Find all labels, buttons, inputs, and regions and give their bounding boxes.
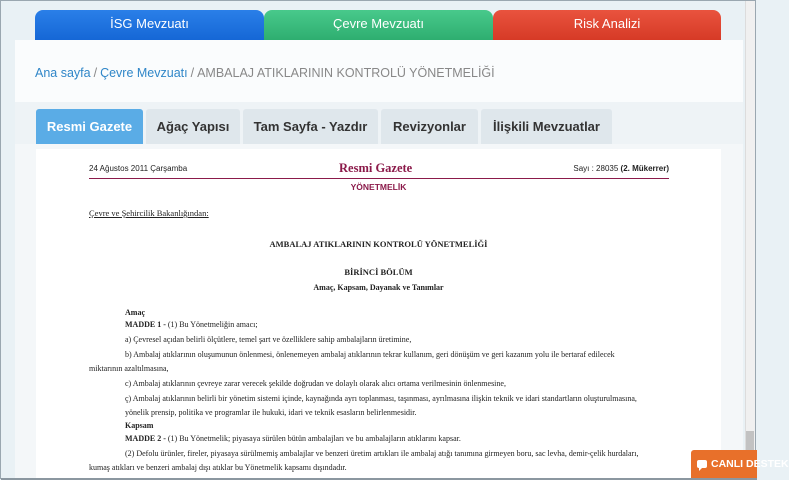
article-1-b: b) Ambalaj atıklarının oluşumunun önlenmesi, önlenemeyen ambalaj atıklarının tekrar kullanım, geri dönüşüm ve geri kazanım yolu ile bertaraf edilecek	[125, 350, 615, 359]
category-isg[interactable]: İSG Mevzuatı	[35, 10, 264, 40]
tab-agac-yapisi[interactable]: Ağaç Yapısı	[146, 109, 240, 144]
heading-amac-text: Amaç	[125, 308, 145, 317]
tab-resmi-gazete[interactable]: Resmi Gazete	[36, 109, 143, 144]
article-1-b-cont: miktarının azaltılmasına,	[89, 364, 169, 373]
article-2	[125, 434, 461, 443]
gazette-title: Resmi Gazete	[339, 161, 413, 175]
article-1-d-cont: yönelik prensip, politika ve programlar ile hukuki, idari ve teknik esasların belirlenmesidir.	[125, 408, 417, 417]
article-1-label: MADDE 1 -	[125, 320, 166, 329]
breadcrumb-section[interactable]: Çevre Mevzuatı	[100, 66, 188, 80]
breadcrumb-separator: /	[190, 66, 195, 80]
header-divider	[89, 178, 669, 179]
article-1-c: c) Ambalaj atıklarının çevreye zarar verecek şekilde doğrudan ve dolaylı olarak alıcı ortama verilmesinin önlenmesine,	[125, 379, 506, 388]
breadcrumb-current: AMBALAJ ATIKLARININ KONTROLÜ YÖNETMELİĞİ	[197, 66, 495, 80]
tab-tam-sayfa-yazdir[interactable]: Tam Sayfa - Yazdır	[243, 109, 378, 144]
heading-kapsam	[125, 421, 153, 430]
article-2-label: MADDE 2 -	[125, 434, 166, 443]
article-1-text: (1) Bu Yönetmeliğin amacı;	[165, 320, 258, 329]
document-date: 24 Ağustos 2011 Çarşamba	[89, 164, 188, 173]
issue-prefix: Sayı : 28035	[573, 164, 619, 173]
page-scrollbar[interactable]	[745, 1, 755, 480]
scrollbar-thumb[interactable]	[746, 431, 754, 451]
live-support-label: CANLI DESTEK	[711, 458, 789, 470]
heading-amac	[125, 308, 145, 317]
part-heading: BİRİNCİ BÖLÜM	[344, 267, 413, 277]
article-1-d: ç) Ambalaj atıklarının belirli bir yönetim sistemi içinde, kaynağında ayrı toplanması, taşınması, ayrılmasına ilişkin teknik ve idari standartların oluşturulmasına,	[125, 394, 637, 403]
breadcrumb-separator: /	[93, 66, 98, 80]
article-1-a: a) Çevresel açıdan belirli ölçütlere, temel şart ve özelliklere sahip ambalajların üretimine,	[125, 335, 412, 344]
heading-kapsam-text: Kapsam	[125, 421, 154, 430]
category-risk[interactable]: Risk Analizi	[493, 10, 721, 40]
part-subtitle: Amaç, Kapsam, Dayanak ve Tanımlar	[313, 283, 444, 292]
ministry: Çevre ve Şehircilik Bakanlığından:	[89, 208, 209, 218]
regulation-title: AMBALAJ ATIKLARININ KONTROLÜ YÖNETMELİĞİ	[269, 239, 488, 249]
article-2-2-cont: kumaş atıkları ve benzeri ambalaj dışı atıklar bu Yönetmelik kapsamı dışındadır.	[89, 463, 347, 472]
chat-bubble-icon	[697, 460, 707, 468]
document-type: YÖNETMELİK	[350, 182, 407, 192]
article-2-2: (2) Defolu ürünler, fireler, piyasaya sürülmemiş ambalajlar ve benzeri üretim artıkları ile ambalaj atığı tanımına girmeyen boru, sac levha, demir-çelik hurdaları,	[125, 449, 639, 458]
tab-revizyonlar[interactable]: Revizyonlar	[381, 109, 478, 144]
issue-suffix: (2. Mükerrer)	[620, 164, 669, 173]
document-view	[36, 149, 721, 480]
live-support-button[interactable]	[691, 450, 789, 478]
breadcrumb	[35, 66, 495, 80]
breadcrumb-home[interactable]: Ana sayfa	[35, 66, 91, 80]
category-cevre[interactable]: Çevre Mevzuatı	[264, 10, 493, 40]
article-1	[125, 320, 258, 329]
article-2-text: (1) Bu Yönetmelik; piyasaya sürülen bütün ambalajları ve bu ambalajların atıklarını kapsar.	[165, 434, 461, 443]
category-tabs	[35, 10, 721, 40]
tab-iliskili-mevzuatlar[interactable]: İlişkili Mevzuatlar	[481, 109, 612, 144]
issue-number	[573, 164, 669, 173]
